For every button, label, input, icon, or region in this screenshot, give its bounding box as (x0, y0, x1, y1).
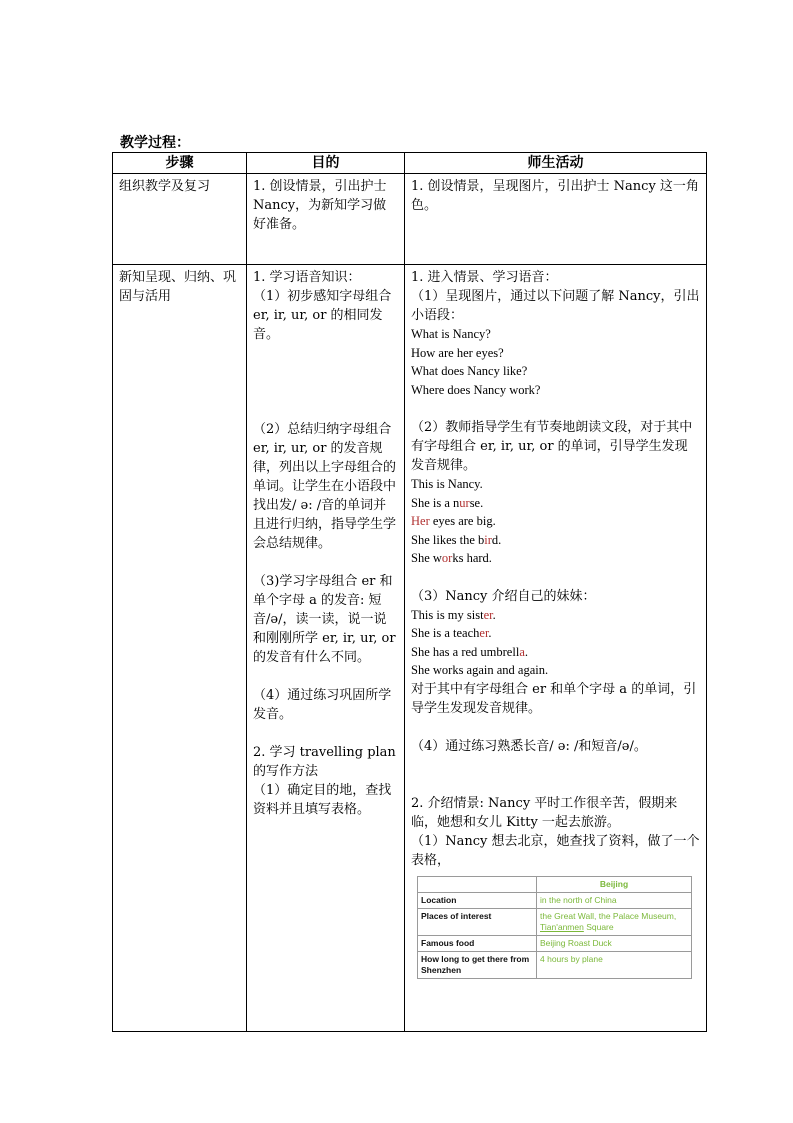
goal-phonics-title: 1. 学习语音知识： (253, 270, 361, 285)
beijing-info-table-wrap (417, 876, 692, 979)
table-row (418, 908, 692, 935)
info-value: Beijing Roast Duck (537, 935, 692, 951)
lesson-table (112, 152, 707, 1032)
table-row (418, 935, 692, 951)
text-line: She is a teacher. (411, 626, 492, 640)
info-key: Famous food (418, 935, 537, 951)
text-line: She likes the bird. (411, 532, 502, 547)
activity-step-3: （3）Nancy 介绍自己的妹妹： (411, 588, 596, 604)
text-line: This is Nancy. (411, 477, 483, 491)
activity-phonics-title: 1. 进入情景、学习语音： (411, 270, 558, 285)
question-line: What is Nancy? (411, 327, 491, 341)
table-row (418, 892, 692, 908)
activity-step-4: （4）通过练习熟悉长音/ ə: /和短音/ə/。 (411, 738, 647, 754)
goal-phonics-4: （4）通过练习巩固所学发音。 (253, 688, 392, 722)
text-line: Her eyes are big. (411, 514, 496, 528)
info-table-header: Beijing (537, 876, 692, 892)
text-line: She has a red umbrella. (411, 644, 528, 659)
activity-travel-1: （1）Nancy 想去北京，她查找了资料，做了一个表格， (411, 833, 700, 868)
goal-writing-title: 2. 学习 travelling plan 的写作方法 (253, 745, 396, 779)
activity-step-2: （2）教师指导学生有节奏地朗读文段，对于其中有字母组合 er, ir, ur, or 的单词，引导学生发现发音规律。 (411, 420, 693, 473)
step-cell: 新知呈现、归纳、巩固与活用 (113, 265, 247, 1032)
activity-step-1: （1）呈现图片，通过以下问题了解 Nancy，引出小语段： (411, 289, 700, 323)
goal-phonics-3: （3)学习字母组合 er 和单个字母 a 的发音: 短音/ə/，读一读，说一说和刚刚所学 er, ir, ur, or 的发音有什么不同。 (253, 574, 396, 665)
goal-phonics-1: （1）初步感知字母组合 er, ir, ur, or 的相同发音。 (253, 289, 392, 342)
info-value: in the north of China (537, 892, 692, 908)
goal-cell: 1. 创设情景，引出护士 Nancy，为新知学习做好准备。 (247, 174, 405, 265)
page-title: 教学过程： (120, 135, 190, 151)
info-value: the Great Wall, the Palace Museum, Tian'anmen Square (537, 908, 692, 935)
column-header-activity: 师生活动 (405, 153, 707, 174)
question-line: How are her eyes? (411, 345, 504, 360)
goal-phonics-2: （2）总结归纳字母组合 er, ir, ur, or 的发音规律，列出以上字母组合的单词。让学生在小语段中找出发/ ə: /音的单词并且进行归纳，指导学生学会总结规律。 (253, 422, 397, 551)
step-cell: 组织教学及复习 (113, 174, 247, 265)
activity-cell (405, 265, 707, 1032)
table-row (113, 174, 707, 265)
activity-travel-title: 2. 介绍情景: Nancy 平时工作很辛苦，假期来临，她想和女儿 Kitty 一起去旅游。 (411, 795, 678, 830)
info-value: 4 hours by plane (537, 951, 692, 978)
table-row (418, 951, 692, 978)
text-line: She works hard. (411, 551, 492, 565)
info-key: How long to get there from Shenzhen (418, 951, 537, 978)
activity-cell: 1. 创设情景，呈现图片，引出护士 Nancy 这一角色。 (405, 174, 707, 265)
table-row (113, 265, 707, 1032)
text-line: She works again and again. (411, 663, 549, 677)
activity-note: 对于其中有字母组合 er 和单个字母 a 的单词，引导学生发现发音规律。 (411, 681, 697, 716)
table-row (418, 876, 692, 892)
column-header-step: 步骤 (113, 153, 247, 174)
goal-writing-1: （1）确定目的地，查找资料并且填写表格。 (253, 783, 392, 817)
goal-cell (247, 265, 405, 1032)
question-line: Where does Nancy work? (411, 382, 541, 397)
column-header-goal: 目的 (247, 153, 405, 174)
question-line: What does Nancy like? (411, 364, 528, 378)
beijing-info-table (417, 876, 692, 979)
info-key: Location (418, 892, 537, 908)
header-row (113, 153, 707, 174)
info-key: Places of interest (418, 908, 537, 935)
text-line: She is a nurse. (411, 495, 484, 510)
text-line: This is my sister. (411, 607, 496, 622)
